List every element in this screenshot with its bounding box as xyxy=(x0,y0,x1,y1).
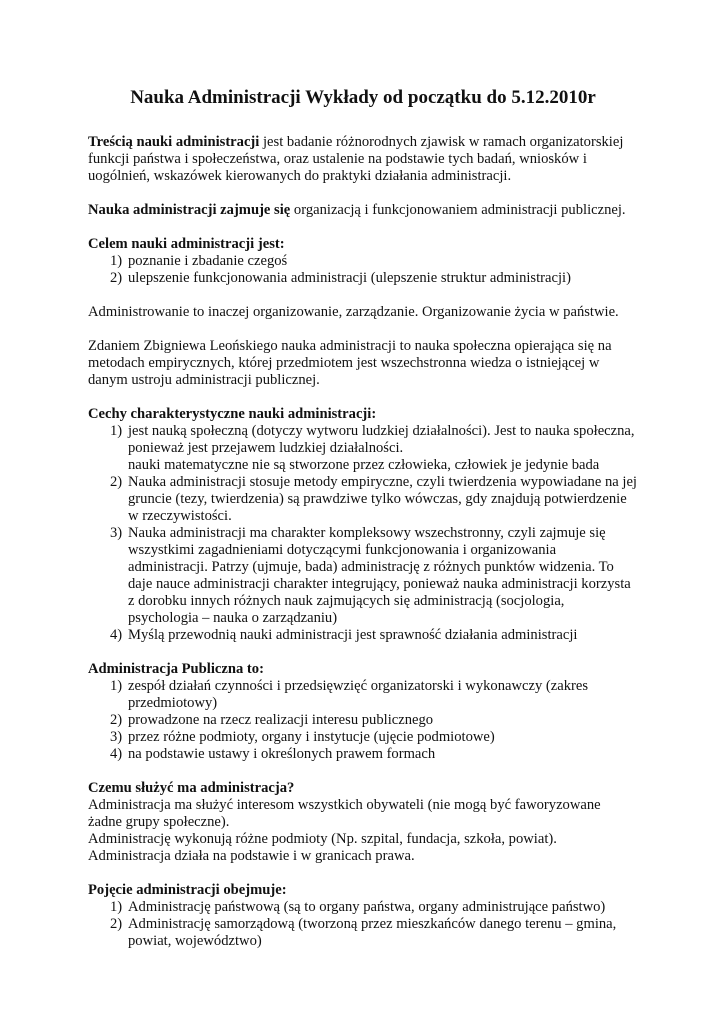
list-item xyxy=(88,916,638,950)
list-item xyxy=(88,627,638,644)
section-concept xyxy=(88,882,638,950)
list-item xyxy=(88,474,638,525)
paragraph-leonski: Zdaniem Zbigniewa Leońskiego nauka administracji to nauka społeczna opierająca się na metodach empirycznych, której przedmiotem jest wszechstronna wiedza o istniejącej w danym ustroju administracji publicznej. xyxy=(88,338,612,388)
list-item xyxy=(88,899,638,916)
list-text: Administrację samorządową (tworzoną przez mieszkańców danego terenu – gmina, powiat, województwo) xyxy=(128,916,617,949)
list-number: 3) xyxy=(110,729,123,745)
section-heading: Celem nauki administracji jest: xyxy=(88,236,285,252)
list-item xyxy=(88,253,638,270)
list-text: ulepszenie funkcjonowania administracji (ulepszenie struktur administracji) xyxy=(128,270,571,286)
list-text: Nauka administracji stosuje metody empiryczne, czyli twierdzenia wypowiadane na jej gruncie (tezy, twierdzenia) są prawdziwe tylko wówczas, gdy znajdują potwierdzenie w rzeczywistości. xyxy=(128,474,637,524)
list-text: prowadzone na rzecz realizacji interesu publicznego xyxy=(128,712,434,728)
list-item xyxy=(88,270,638,287)
section-heading: Pojęcie administracji obejmuje: xyxy=(88,882,287,898)
list-number: 1) xyxy=(110,253,123,269)
section-public-administration xyxy=(88,661,638,763)
purpose-line: Administrację wykonują różne podmioty (Np. szpital, fundacja, szkoła, powiat). xyxy=(88,831,557,847)
list-number: 2) xyxy=(110,270,123,286)
list-text: przez różne podmioty, organy i instytucje (ujęcie podmiotowe) xyxy=(128,729,495,745)
paragraph-administering: Administrowanie to inaczej organizowanie, zarządzanie. Organizowanie życia w państwie. xyxy=(88,304,619,320)
section-heading: Czemu służyć ma administracja? xyxy=(88,780,295,796)
concept-list xyxy=(88,899,638,950)
paragraph-text: organizacją i funkcjonowaniem administracji publicznej. xyxy=(290,202,626,218)
list-number: 1) xyxy=(110,678,123,694)
list-text: Nauka administracji ma charakter kompleksowy wszechstronny, czyli zajmuje się wszystkimi zagadnieniami dotyczącymi funkcjonowania i organizowania administracji. Patrzy (ujmuje, bada) administrację z różnych punktów widzenia. To daje nauce administracji charakter integrujący, ponieważ nauka administracji korzysta z dorobku innych różnych nauk zajmujących się administracją (socjologia, psychologia – nauka o zarządzaniu) xyxy=(128,525,631,626)
list-item xyxy=(88,423,638,474)
list-number: 3) xyxy=(110,525,123,541)
list-item xyxy=(88,746,638,763)
document-title: Nauka Administracji Wykłady od początku do 5.12.2010r xyxy=(130,87,596,108)
list-text: na podstawie ustawy i określonych prawem formach xyxy=(128,746,436,762)
purpose-line: Administracja ma służyć interesom wszystkich obywateli (nie mogą być faworyzowane żadne grupy społeczne). xyxy=(88,797,601,830)
paragraph-text: jest badanie różnorodnych zjawisk w ramach organizatorskiej funkcji państwa i społeczeństwa, oraz ustalenie na podstawie tych badań, wniosków i uogólnień, wskazówek kierowanych do praktyki działania administracji. xyxy=(88,134,624,184)
purpose-line: Administracja działa na podstawie i w granicach prawa. xyxy=(88,848,415,864)
list-number: 4) xyxy=(110,627,123,643)
paragraph-definition xyxy=(88,134,638,185)
public-administration-list xyxy=(88,678,638,763)
list-item xyxy=(88,678,638,712)
list-text: zespół działań czynności i przedsięwzięć organizatorski i wykonawczy (zakres przedmiotowy) xyxy=(128,678,589,711)
list-number: 2) xyxy=(110,474,123,490)
list-item xyxy=(88,712,638,729)
list-text-extra: nauki matematyczne nie są stworzone przez człowieka, człowiek je jedynie bada xyxy=(128,457,600,473)
goals-list xyxy=(88,253,638,287)
list-text: Myślą przewodnią nauki administracji jest sprawność działania administracji xyxy=(128,627,578,643)
list-number: 1) xyxy=(110,899,123,915)
list-item xyxy=(88,525,638,627)
bold-term: Treścią nauki administracji xyxy=(88,134,260,150)
section-purpose xyxy=(88,780,638,865)
list-number: 2) xyxy=(110,712,123,728)
list-number: 4) xyxy=(110,746,123,762)
bold-term: Nauka administracji zajmuje się xyxy=(88,202,291,218)
section-goals xyxy=(88,236,638,287)
list-number: 1) xyxy=(110,423,123,439)
section-features xyxy=(88,406,638,644)
list-text: jest nauką społeczną (dotyczy wytworu ludzkiej działalności). Jest to nauka społeczna, ponieważ jest przejawem ludzkiej działalności. xyxy=(128,423,635,456)
list-text: poznanie i zbadanie czegoś xyxy=(128,253,288,269)
section-heading: Cechy charakterystyczne nauki administracji: xyxy=(88,406,377,422)
list-number: 2) xyxy=(110,916,123,932)
paragraph-scope xyxy=(88,202,638,219)
features-list xyxy=(88,423,638,644)
list-item xyxy=(88,729,638,746)
section-heading: Administracja Publiczna to: xyxy=(88,661,264,677)
list-text: Administrację państwową (są to organy państwa, organy administrujące państwo) xyxy=(128,899,606,915)
